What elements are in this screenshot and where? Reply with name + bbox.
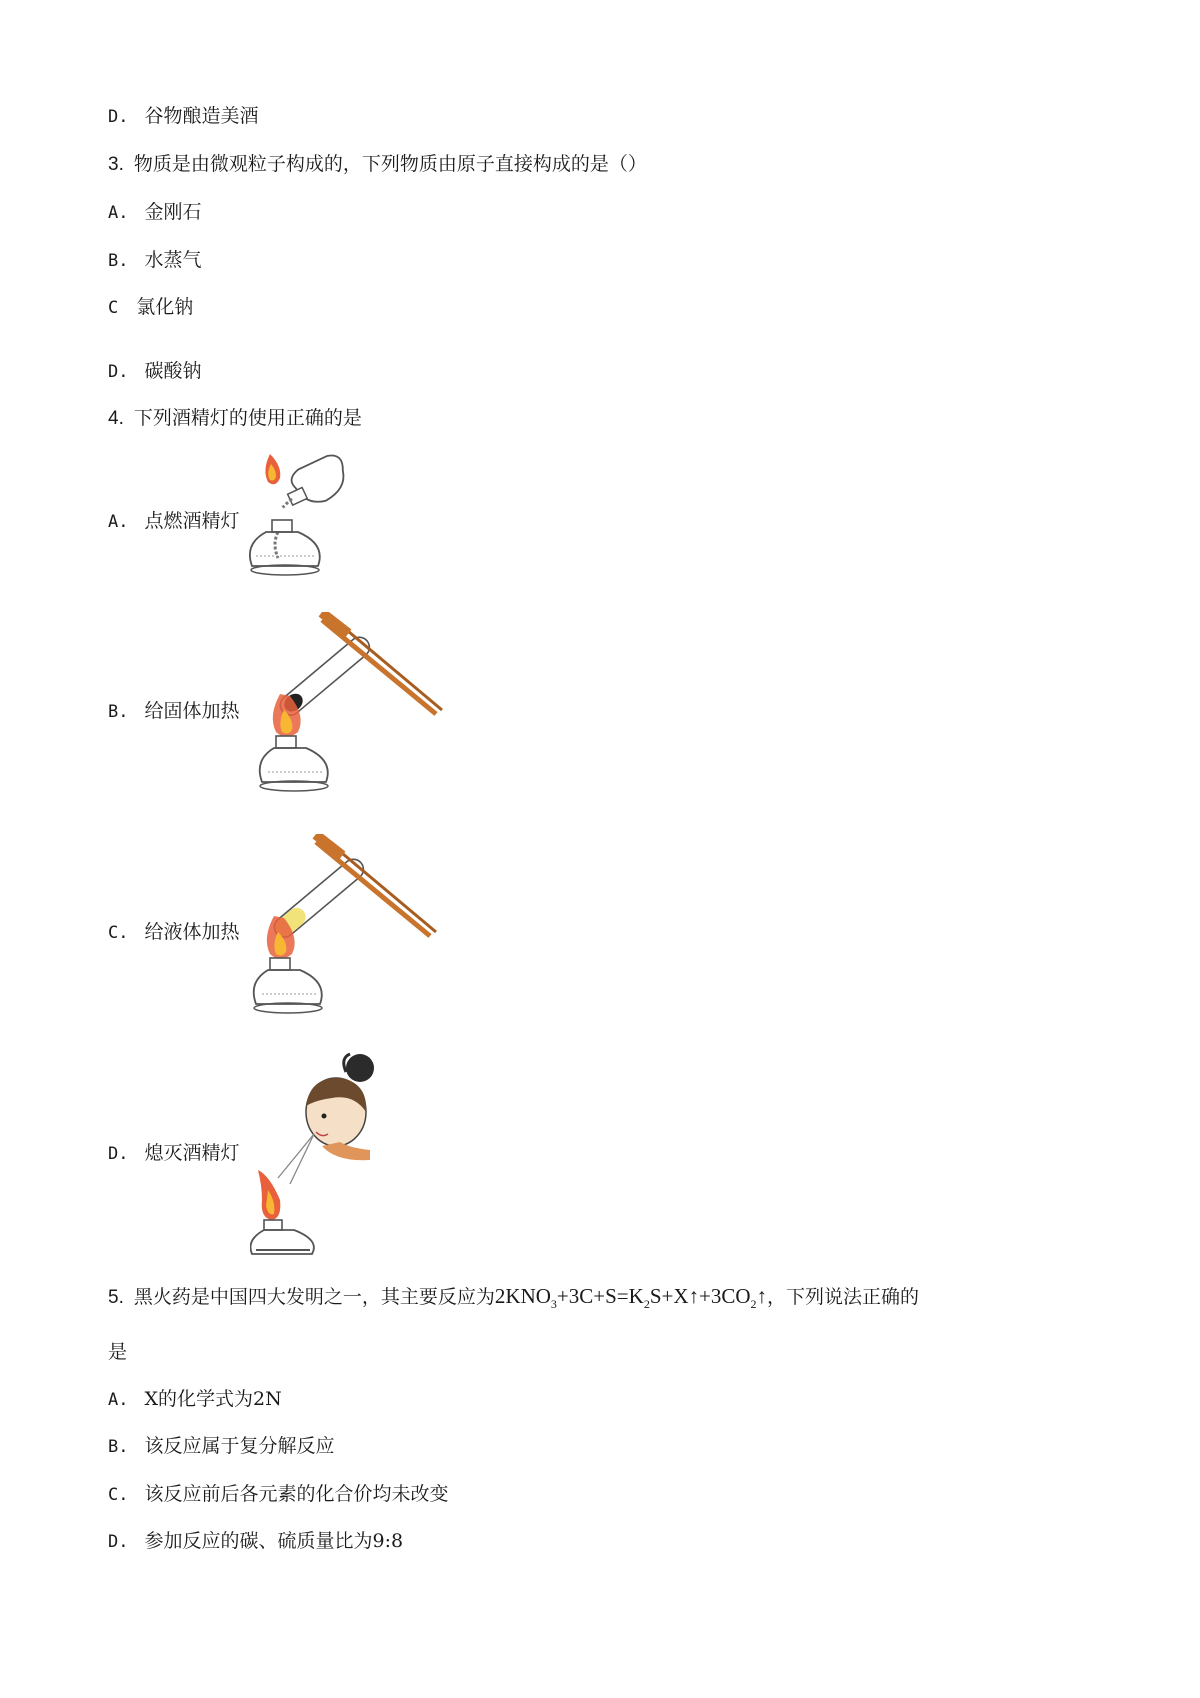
option-text: 该反应前后各元素的化合价均未改变 bbox=[144, 1483, 449, 1505]
heating-liquid-figure bbox=[252, 834, 442, 1020]
q5-option-c bbox=[108, 1482, 449, 1507]
option-text: X的化学式为2N bbox=[144, 1388, 282, 1410]
option-text: 金刚石 bbox=[144, 201, 202, 223]
option-letter: C. bbox=[108, 923, 129, 943]
option-letter: B. bbox=[108, 1437, 129, 1457]
q3-option-a bbox=[108, 200, 202, 225]
option-text: 碳酸钠 bbox=[144, 360, 202, 382]
q5-option-d bbox=[108, 1529, 403, 1554]
option-text: 谷物酿造美酒 bbox=[144, 105, 259, 127]
reaction-formula bbox=[494, 1284, 768, 1312]
option-text: 熄灭酒精灯 bbox=[144, 1142, 240, 1164]
option-text: 该反应属于复分解反应 bbox=[144, 1435, 335, 1457]
question-text: 下列酒精灯的使用正确的是 bbox=[133, 407, 362, 429]
option-letter: D. bbox=[108, 362, 129, 382]
question-number: 4. bbox=[108, 408, 124, 429]
q4-option-a bbox=[108, 509, 240, 534]
question-number: 3. bbox=[108, 154, 124, 175]
question-text: 是 bbox=[108, 1341, 128, 1363]
q5-option-a bbox=[108, 1387, 282, 1412]
question-text: 物质是由微观粒子构成的，下列物质由原子直接构成的是（） bbox=[133, 153, 647, 175]
formula-part: 2KNO bbox=[494, 1284, 551, 1308]
q4-option-b bbox=[108, 699, 240, 724]
question-text: 黑火药是中国四大发明之一，其主要反应为 bbox=[133, 1286, 495, 1308]
question-text-tail: ，下列说法正确的 bbox=[767, 1286, 920, 1308]
lamp-lighting-figure bbox=[248, 448, 378, 584]
option-letter: B. bbox=[108, 702, 129, 722]
formula-part: ↑ bbox=[756, 1284, 768, 1308]
formula-subscript: 2 bbox=[750, 1297, 757, 1312]
q3-option-c bbox=[108, 295, 193, 320]
q5-option-b bbox=[108, 1434, 335, 1459]
q4-option-d bbox=[108, 1141, 240, 1166]
option-letter: D. bbox=[108, 107, 129, 127]
option-text: 氯化钠 bbox=[136, 296, 194, 318]
option-letter: D. bbox=[108, 1532, 129, 1552]
option-text: 给固体加热 bbox=[144, 700, 240, 722]
q3-stem bbox=[108, 152, 647, 177]
q4-option-c bbox=[108, 920, 240, 945]
option-letter: A. bbox=[108, 1390, 129, 1410]
option-letter: A. bbox=[108, 512, 129, 532]
option-letter: A. bbox=[108, 203, 129, 223]
q4-stem bbox=[108, 406, 362, 431]
option-letter: C bbox=[108, 298, 119, 318]
q5-stem bbox=[108, 1284, 919, 1316]
blowing-out-lamp-figure bbox=[250, 1050, 390, 1260]
q5-stem-continued bbox=[108, 1340, 127, 1364]
q3-option-d bbox=[108, 359, 202, 384]
q3-option-b bbox=[108, 248, 202, 273]
formula-subscript: 2 bbox=[643, 1297, 650, 1312]
option-text: 点燃酒精灯 bbox=[144, 510, 240, 532]
question-number: 5. bbox=[108, 1287, 124, 1308]
q2-option-d bbox=[108, 104, 259, 129]
heating-solid-figure bbox=[258, 612, 448, 798]
option-text: 参加反应的碳、硫质量比为9:8 bbox=[144, 1530, 404, 1552]
option-letter: D. bbox=[108, 1144, 129, 1164]
formula-part: +3C+S=K bbox=[556, 1284, 644, 1308]
option-letter: B. bbox=[108, 251, 129, 271]
formula-part: S+X↑+3CO bbox=[649, 1284, 751, 1308]
option-text: 水蒸气 bbox=[144, 249, 202, 271]
formula-subscript: 3 bbox=[550, 1297, 557, 1312]
option-letter: C. bbox=[108, 1485, 129, 1505]
option-text: 给液体加热 bbox=[144, 921, 240, 943]
